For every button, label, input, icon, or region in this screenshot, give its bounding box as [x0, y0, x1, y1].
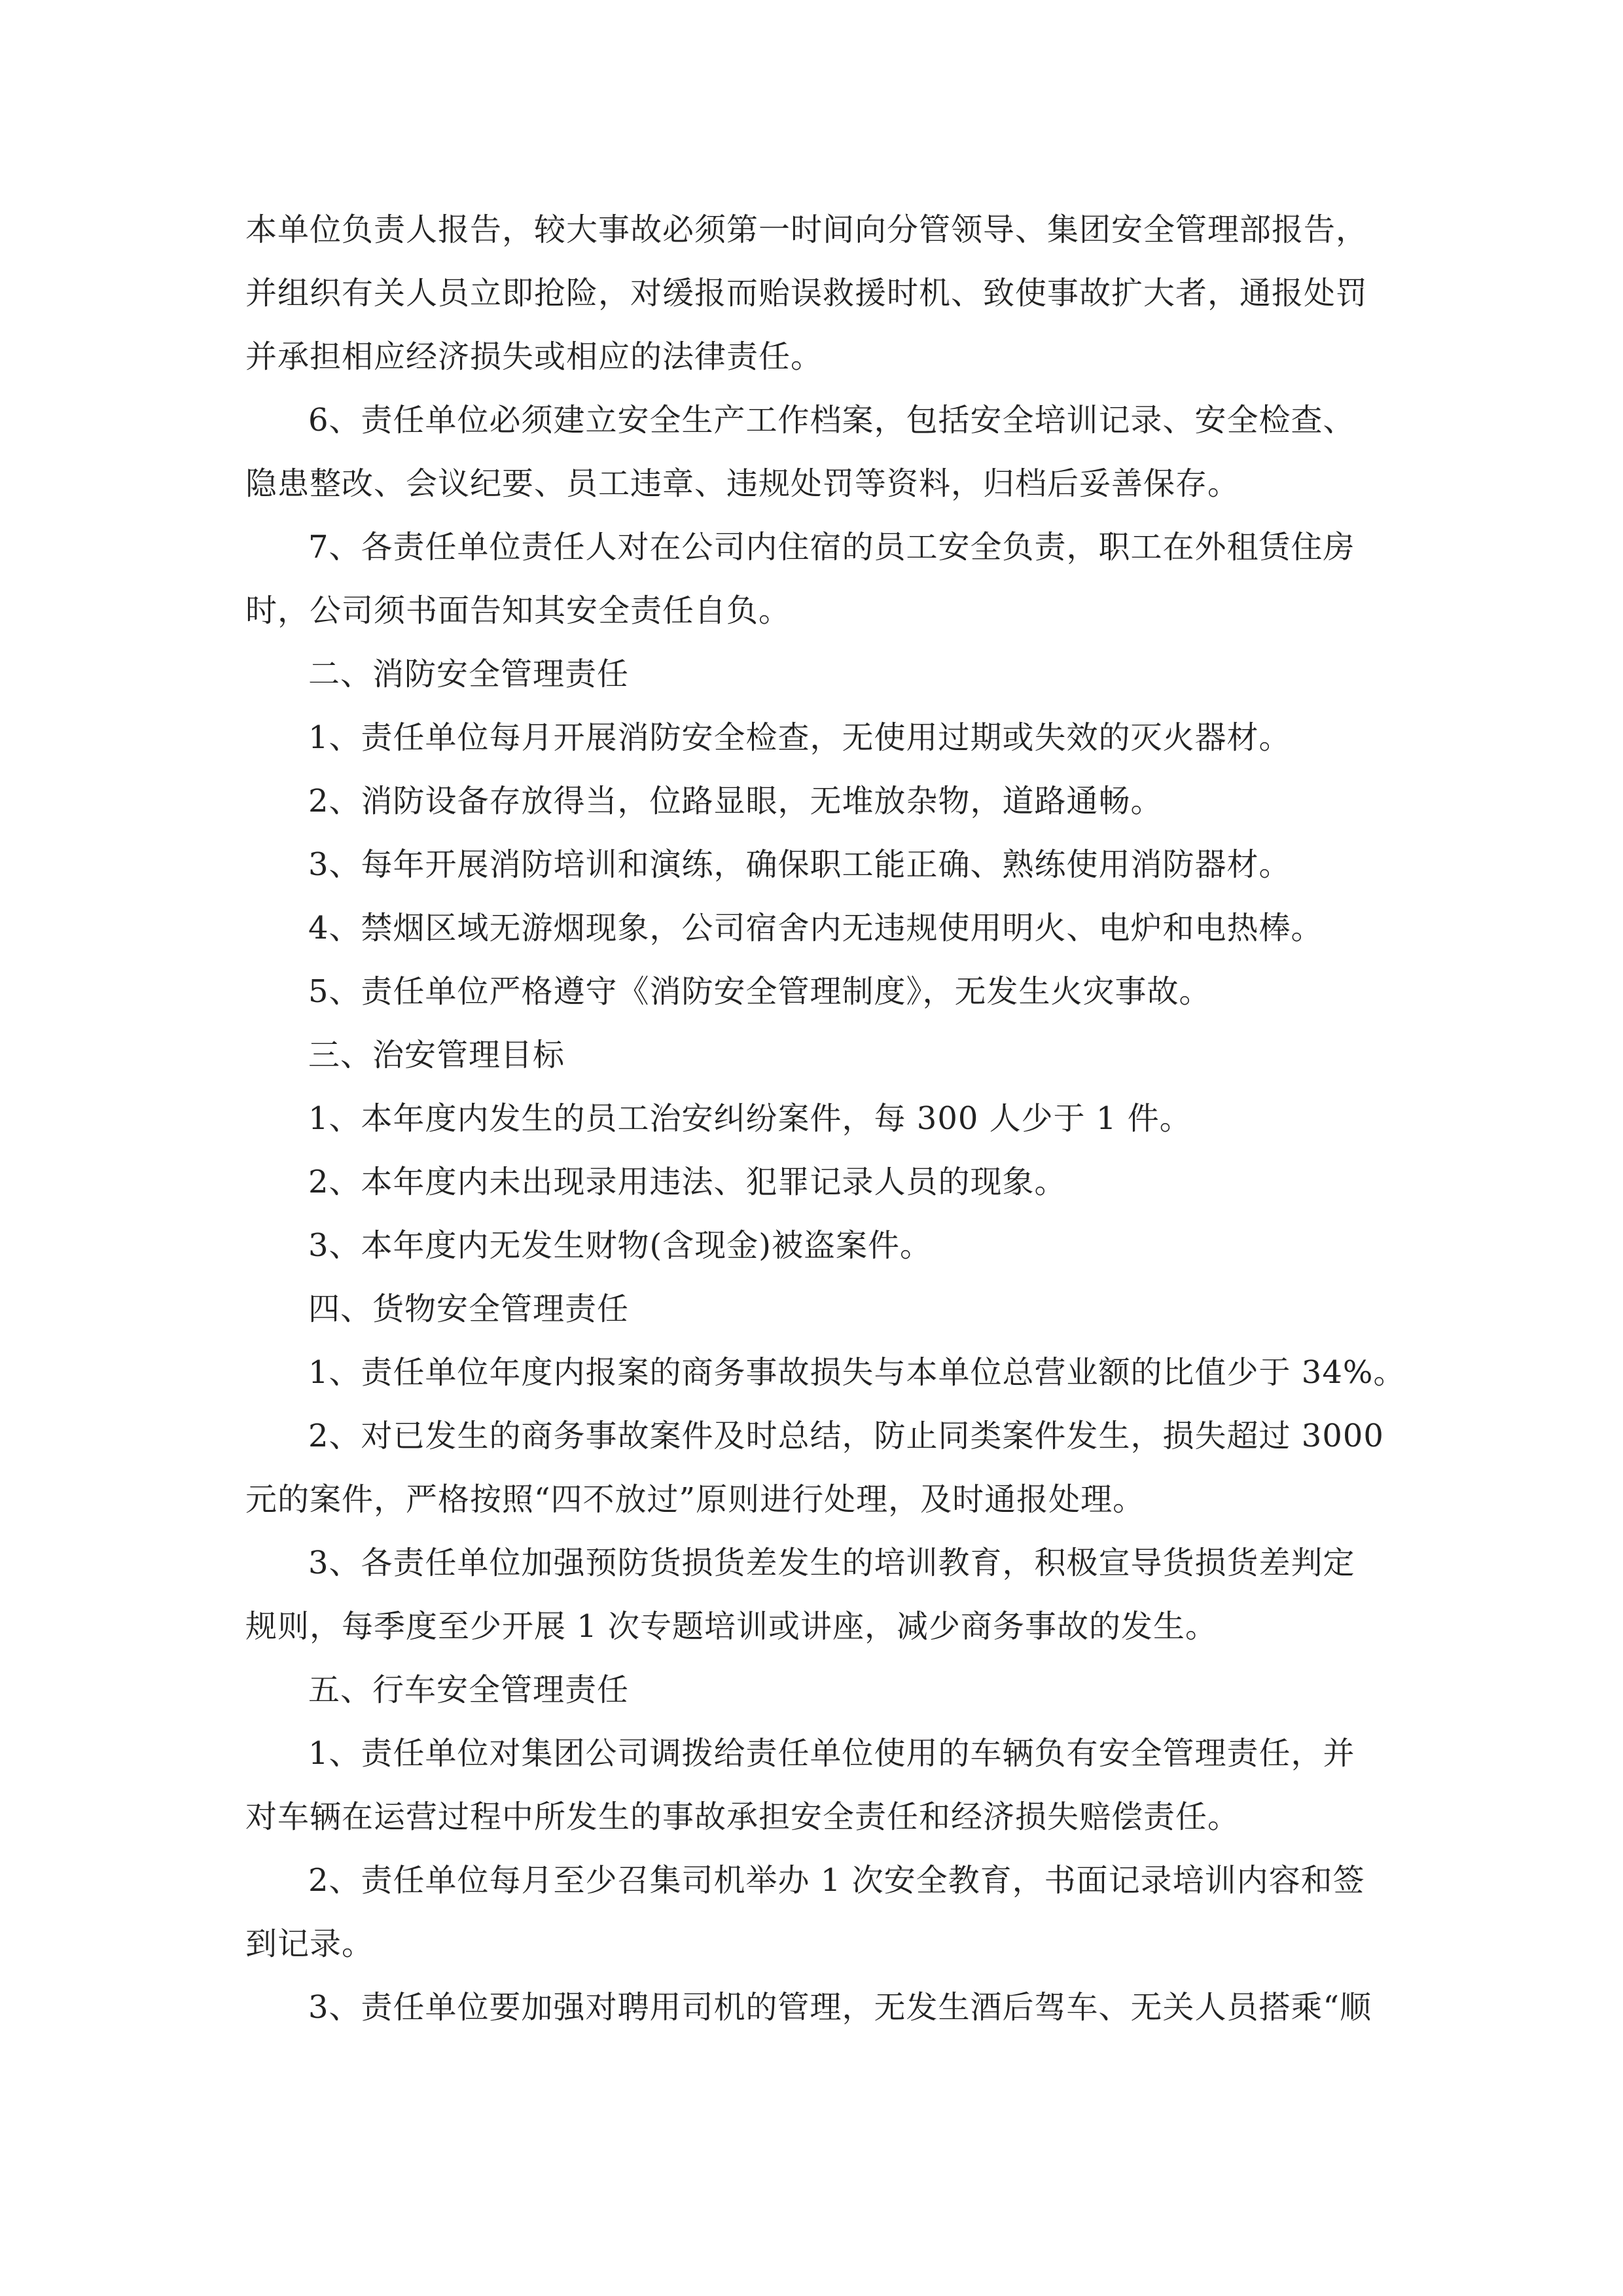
text-line: 3、责任单位要加强对聘用司机的管理，无发生酒后驾车、无关人员搭乘“顺 — [308, 1989, 1372, 2026]
section-heading-public-security — [245, 1024, 1384, 1087]
section-heading-cargo-safety — [245, 1278, 1384, 1341]
paragraph-fire-1 — [245, 706, 1384, 770]
text-line: 6、责任单位必须建立安全生产工作档案，包括安全培训记录、安全检查、 — [308, 402, 1355, 439]
paragraph-item-6 — [245, 389, 1384, 516]
text-line: 3、各责任单位加强预防货损货差发生的培训教育，积极宣导货损货差判定 — [308, 1545, 1355, 1581]
text-line: 本单位负责人报告，较大事故必须第一时间向分管领导、集团安全管理部报告， — [245, 211, 1368, 248]
text-line: 对车辆在运营过程中所发生的事故承担安全责任和经济损失赔偿责任。 — [245, 1799, 1240, 1835]
paragraph-item-7 — [245, 516, 1384, 643]
text-line: 2、对已发生的商务事故案件及时总结，防止同类案件发生，损失超过 3000 — [308, 1418, 1384, 1454]
text-line: 2、本年度内未出现录用违法、犯罪记录人员的现象。 — [308, 1164, 1067, 1200]
paragraph-cargo-1 — [245, 1341, 1406, 1405]
paragraph-security-1 — [245, 1087, 1384, 1151]
paragraph-driving-1 — [245, 1722, 1384, 1849]
paragraph-security-2 — [245, 1151, 1384, 1214]
text-line: 五、行车安全管理责任 — [308, 1672, 630, 1708]
paragraph-security-3 — [245, 1214, 1384, 1278]
text-line: 1、责任单位对集团公司调拨给责任单位使用的车辆负有安全管理责任，并 — [308, 1735, 1355, 1772]
text-line: 三、治安管理目标 — [308, 1037, 565, 1073]
text-line: 5、责任单位严格遵守《消防安全管理制度》，无发生火灾事故。 — [308, 973, 1211, 1010]
text-line: 7、各责任单位责任人对在公司内住宿的员工安全负责，职工在外租赁住房 — [308, 529, 1355, 565]
text-line: 并组织有关人员立即抢险，对缓报而贻误救援时机、致使事故扩大者，通报处罚 — [245, 275, 1368, 312]
text-line: 隐患整改、会议纪要、员工违章、违规处罚等资料，归档后妥善保存。 — [245, 465, 1240, 502]
paragraph-driving-3 — [245, 1976, 1384, 2039]
text-line: 到记录。 — [245, 1926, 374, 1962]
text-line: 2、责任单位每月至少召集司机举办 1 次安全教育，书面记录培训内容和签 — [308, 1862, 1365, 1899]
text-line: 四、货物安全管理责任 — [308, 1291, 630, 1327]
paragraph-driving-2 — [245, 1849, 1384, 1976]
paragraph-fire-3 — [245, 833, 1384, 897]
paragraph-fire-2 — [245, 770, 1384, 833]
text-line: 元的案件，严格按照“四不放过”原则进行处理，及时通报处理。 — [245, 1481, 1145, 1518]
text-line: 并承担相应经济损失或相应的法律责任。 — [245, 338, 823, 375]
text-line: 1、责任单位年度内报案的商务事故损失与本单位总营业额的比值少于 34%。 — [308, 1354, 1406, 1391]
text-line: 4、禁烟区域无游烟现象，公司宿舍内无违规使用明火、电炉和电热棒。 — [308, 910, 1323, 946]
document-body — [245, 198, 1406, 2039]
text-line: 时，公司须书面告知其安全责任自负。 — [245, 592, 791, 629]
text-line: 二、消防安全管理责任 — [308, 656, 630, 692]
text-line: 规则，每季度至少开展 1 次专题培训或讲座，减少商务事故的发生。 — [245, 1608, 1218, 1645]
text-line: 3、本年度内无发生财物(含现金)被盗案件。 — [308, 1227, 932, 1264]
paragraph-cargo-2 — [245, 1405, 1384, 1532]
text-line: 1、本年度内发生的员工治安纠纷案件，每 300 人少于 1 件。 — [308, 1100, 1192, 1137]
text-line: 2、消防设备存放得当，位路显眼，无堆放杂物，道路通畅。 — [308, 783, 1163, 819]
text-line: 1、责任单位每月开展消防安全检查，无使用过期或失效的灭火器材。 — [308, 719, 1291, 756]
paragraph-fire-4 — [245, 897, 1384, 960]
paragraph-fire-5 — [245, 960, 1384, 1024]
text-line: 3、每年开展消防培训和演练，确保职工能正确、熟练使用消防器材。 — [308, 846, 1291, 883]
section-heading-fire-safety — [245, 643, 1384, 706]
paragraph-continuation — [245, 198, 1384, 389]
paragraph-cargo-3 — [245, 1532, 1384, 1659]
section-heading-driving-safety — [245, 1659, 1384, 1722]
